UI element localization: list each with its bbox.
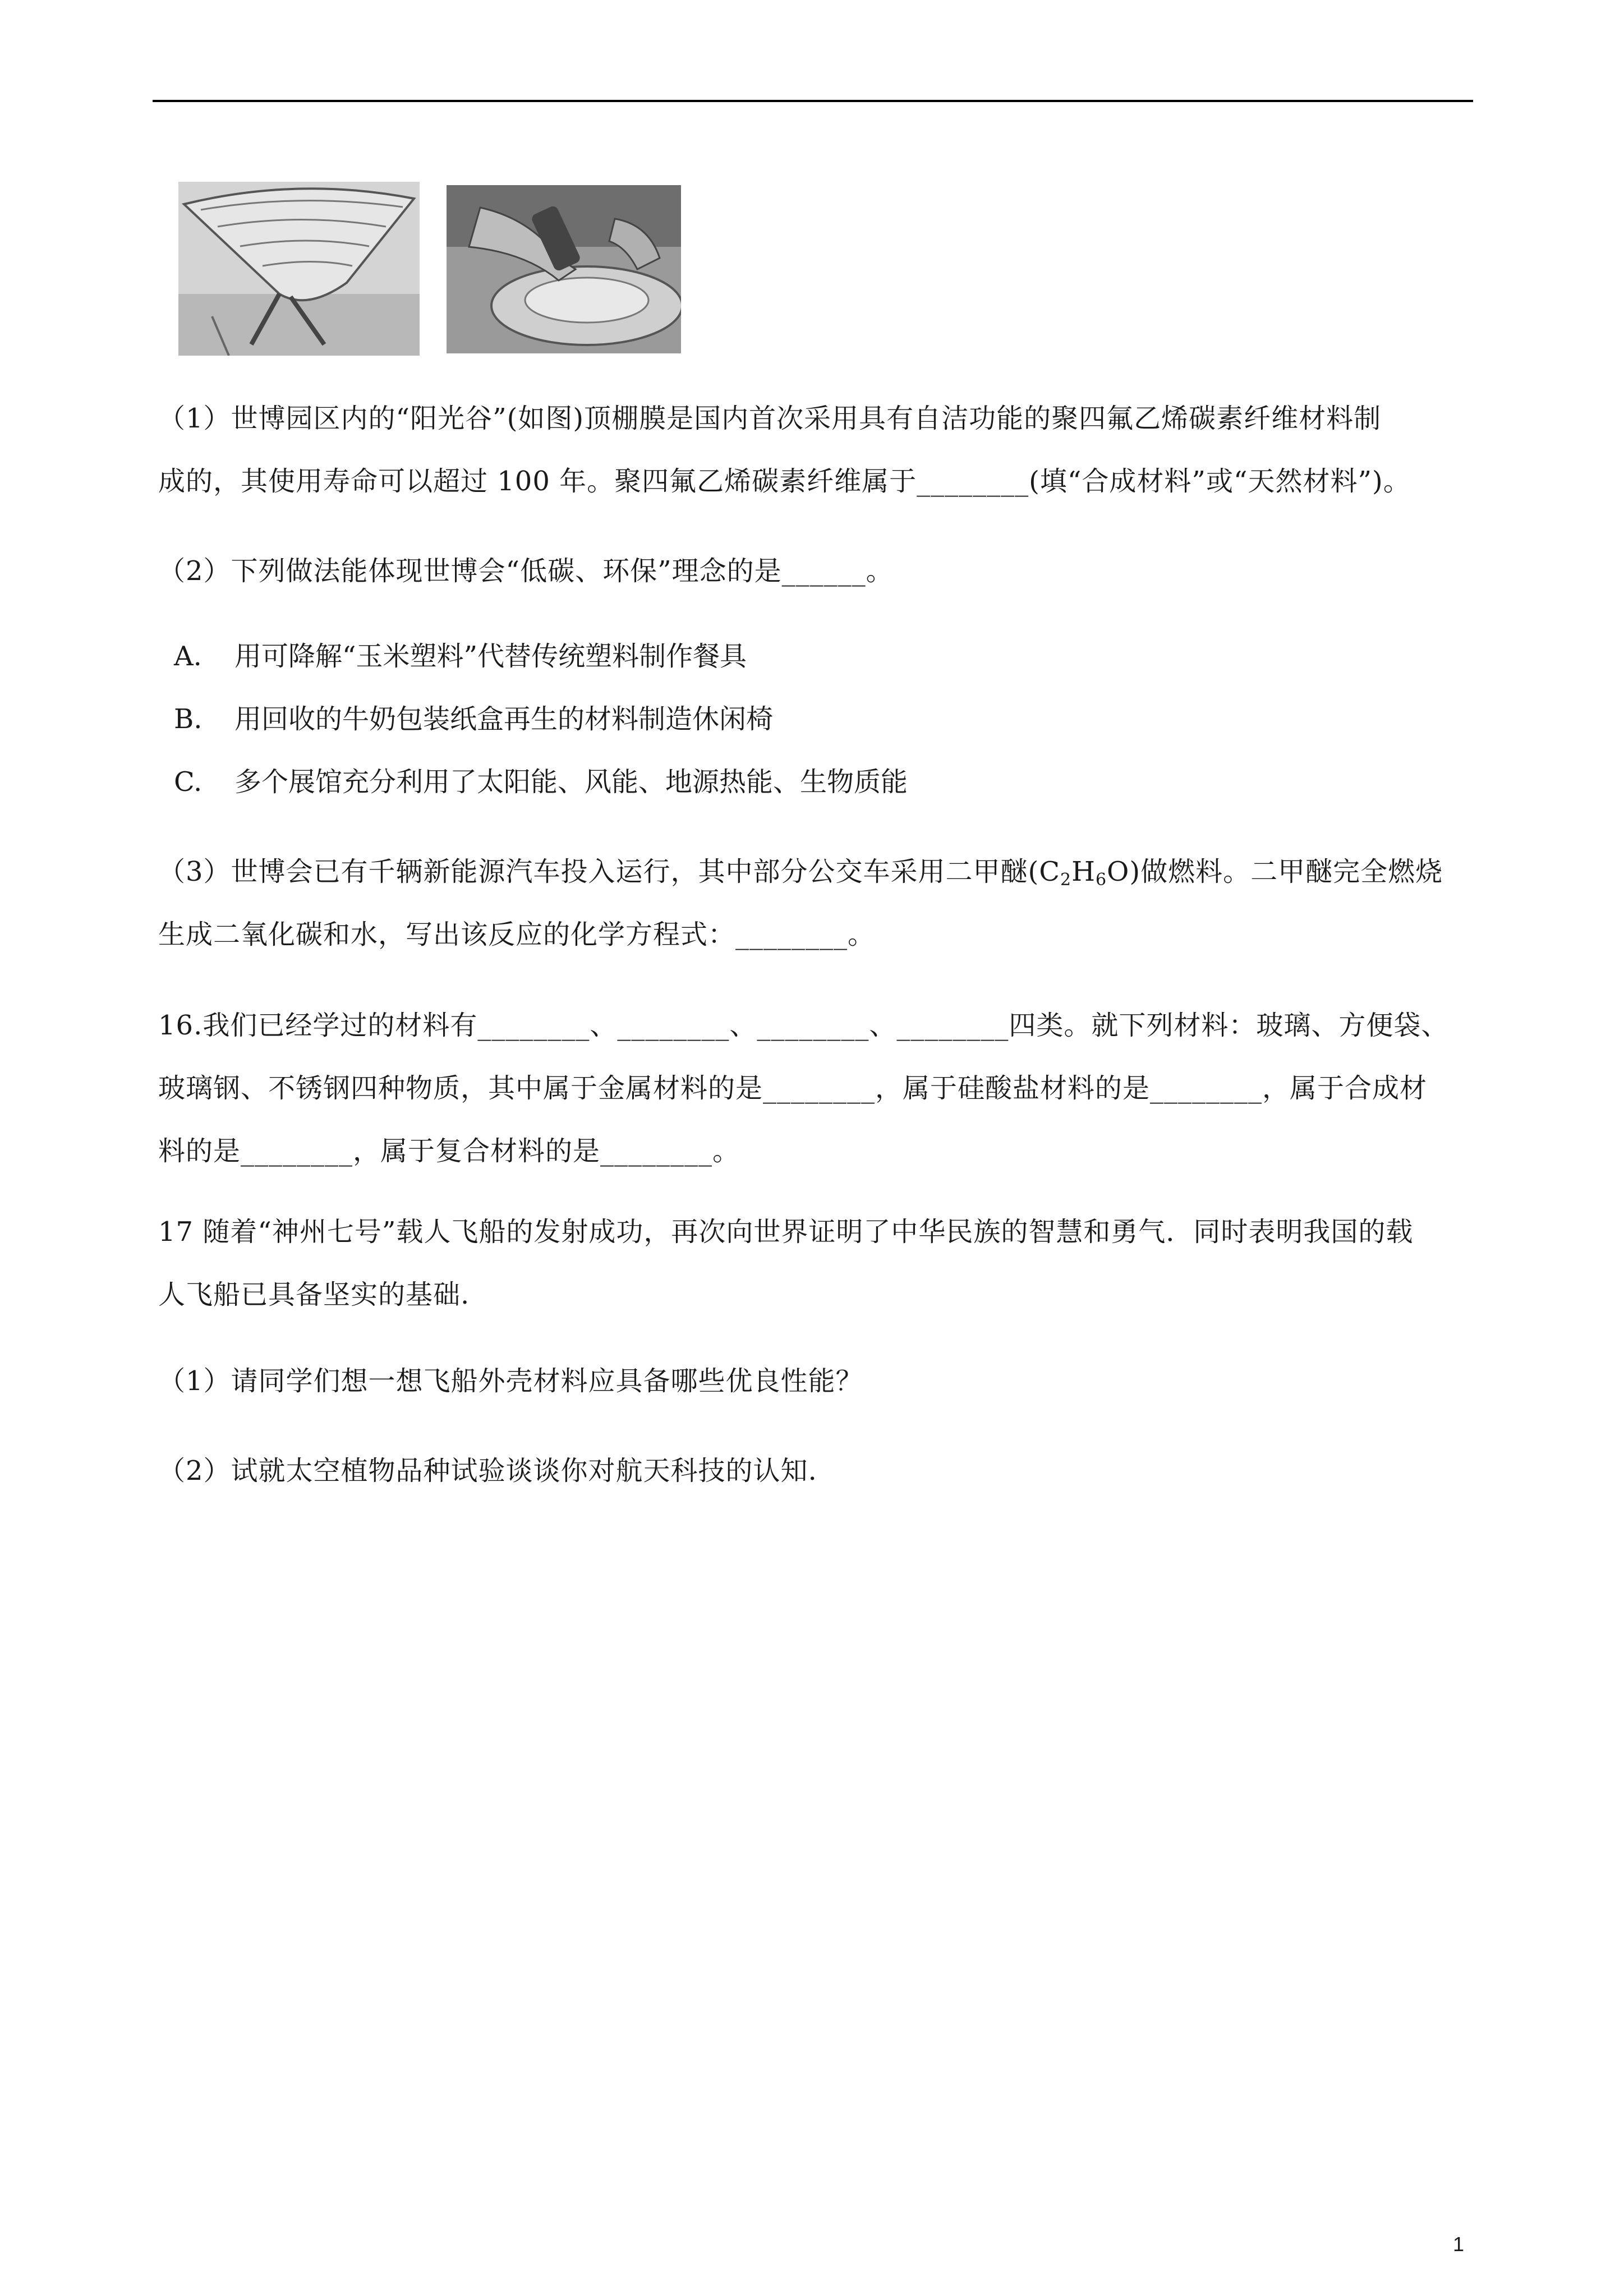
option-c-text: 多个展馆充分利用了太阳能、风能、地源热能、生物质能 bbox=[234, 766, 908, 798]
q17-line1: 17 随着“神州七号”载人飞船的发射成功，再次向世界证明了中华民族的智慧和勇气．同时表明我国的载 bbox=[158, 1216, 1414, 1248]
dishware-photo bbox=[447, 185, 681, 353]
option-c-letter: C. bbox=[174, 766, 203, 798]
q16-line1: 16.我们已经学过的材料有________、________、________、________四类。就下列材料：玻璃、方便袋、 bbox=[158, 1010, 1449, 1041]
q15-part3-text-a: （3）世博会已有千辆新能源汽车投入运行，其中部分公交车采用二甲醚(C bbox=[158, 856, 1060, 887]
q15-part1-line1: （1）世博园区内的“阳光谷”(如图)顶棚膜是国内首次采用具有自洁功能的聚四氟乙烯碳素纤维材料制 bbox=[158, 403, 1382, 434]
sunshine-valley-photo bbox=[178, 182, 420, 356]
figure-photos bbox=[178, 182, 683, 356]
q15-part3-line2: 生成二氧化碳和水，写出该反应的化学方程式：________。 bbox=[158, 919, 876, 950]
q15-part1-line2: 成的，其使用寿命可以超过 100 年。聚四氟乙烯碳素纤维属于________(填“合成材料”或“天然材料”)。 bbox=[158, 466, 1411, 497]
q17-part1: （1）请同学们想一想飞船外壳材料应具备哪些优良性能？ bbox=[158, 1365, 863, 1397]
q15-part3-text-b: O)做燃料。二甲醚完全燃烧 bbox=[1107, 856, 1443, 887]
q15-part3-hydrogen: H bbox=[1071, 856, 1096, 887]
subscript-2: 2 bbox=[1060, 870, 1072, 890]
q17-line2: 人飞船已具备坚实的基础. bbox=[158, 1279, 470, 1310]
header-rule bbox=[153, 100, 1473, 102]
q17-part2: （2）试就太空植物品种试验谈谈你对航天科技的认知. bbox=[158, 1455, 817, 1487]
q16-line2: 玻璃钢、不锈钢四种物质，其中属于金属材料的是________，属于硅酸盐材料的是________，属于合成材 bbox=[158, 1073, 1428, 1104]
subscript-6: 6 bbox=[1095, 870, 1107, 890]
q15-part3-line1 bbox=[158, 854, 1443, 898]
option-b-letter: B. bbox=[174, 703, 203, 735]
page-number: 1 bbox=[1453, 2233, 1465, 2256]
q15-part2-question: （2）下列做法能体现世博会“低碳、环保”理念的是______。 bbox=[158, 555, 894, 587]
option-b-text: 用回收的牛奶包装纸盒再生的材料制造休闲椅 bbox=[234, 703, 774, 735]
q16-line3: 料的是________，属于复合材料的是________。 bbox=[158, 1135, 740, 1167]
option-a-text: 用可降解“玉米塑料”代替传统塑料制作餐具 bbox=[234, 641, 747, 672]
option-a-letter: A. bbox=[174, 641, 202, 672]
